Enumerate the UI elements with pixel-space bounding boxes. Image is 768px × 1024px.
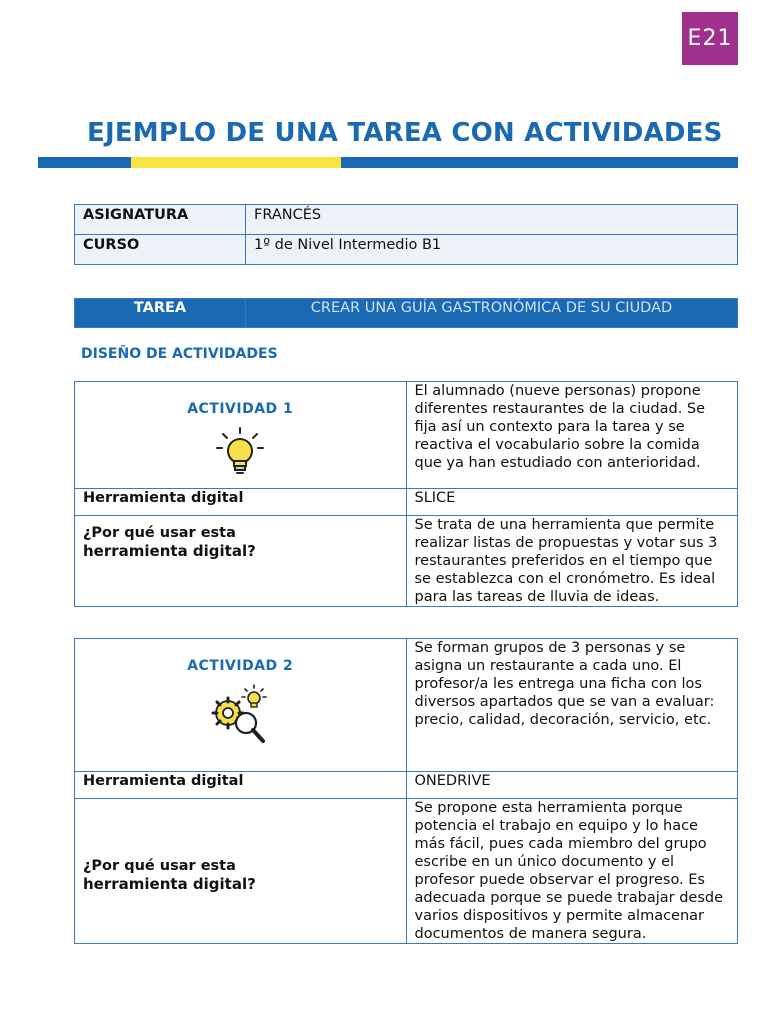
activity-2-description-row [75, 639, 738, 772]
activity-1-why-label [75, 516, 407, 607]
title-divider-bar [38, 157, 738, 168]
activity-2-title: ACTIVIDAD 2 [187, 658, 294, 674]
activity-1-description-row [75, 382, 738, 489]
activity-1-why-label-line2: herramienta digital? [83, 542, 256, 560]
activity-2-header-cell [75, 639, 407, 772]
tarea-value: CREAR UNA GUÍA GASTRONÓMICA DE SU CIUDAD [246, 299, 738, 328]
activity-2-why-text: Se propone esta herramienta porque potencia el trabajo en equipo y lo hace más fácil, pues cada miembro del grupo escribe en un único documento y el profesor puede observar el progreso. Es adecuada porque se puede trabajar desde varios dispositivos y permite almacenar documentos de manera segura. [406, 799, 738, 944]
activity-2-tool-value: ONEDRIVE [406, 772, 738, 799]
e21-logo: E21 [682, 12, 738, 65]
gears-magnifier-icon [208, 683, 272, 749]
activity-2-why-label [75, 799, 407, 944]
page-title: EJEMPLO DE UNA TAREA CON ACTIVIDADES [87, 118, 723, 148]
activity-1-tool-row [75, 489, 738, 516]
activity-2-description: Se forman grupos de 3 personas y se asigna un restaurante a cada uno. El profesor/a les entrega una ficha con los diversos apartados que se van a evaluar: precio, calidad, decoración, servicio, etc. [406, 639, 738, 772]
asignatura-row [75, 205, 738, 235]
activity-1-title: ACTIVIDAD 1 [187, 401, 294, 417]
section-title: DISEÑO DE ACTIVIDADES [81, 346, 278, 362]
subject-info-table [74, 204, 738, 265]
activity-2-why-label-line2: herramienta digital? [83, 874, 256, 893]
activity-1-tool-label: Herramienta digital [75, 489, 407, 516]
asignatura-value: FRANCÉS [246, 205, 738, 235]
activity-2-why-label-line1: ¿Por qué usar esta [83, 857, 236, 874]
curso-row [75, 235, 738, 265]
activity-2-tool-label: Herramienta digital [75, 772, 407, 799]
activity-2-tool-row [75, 772, 738, 799]
curso-label: CURSO [75, 235, 246, 265]
asignatura-label: ASIGNATURA [75, 205, 246, 235]
activity-1-header-cell [75, 382, 407, 489]
activity-1-table [74, 381, 738, 607]
activity-2-why-row [75, 799, 738, 944]
activity-1-why-row [75, 516, 738, 607]
activity-1-tool-value: SLICE [406, 489, 738, 516]
activity-2-table [74, 638, 738, 944]
curso-value: 1º de Nivel Intermedio B1 [246, 235, 738, 265]
tarea-label: TAREA [75, 299, 246, 328]
activity-1-why-label-line1: ¿Por qué usar esta [83, 525, 236, 541]
activity-1-why-text: Se trata de una herramienta que permite realizar listas de propuestas y votar sus 3 restaurantes preferidos en el tiempo que se establezca con el cronómetro. Es ideal para las tareas de lluvia de ideas. [406, 516, 738, 607]
tarea-table [74, 298, 738, 328]
activity-1-description: El alumnado (nueve personas) propone diferentes restaurantes de la ciudad. Se fija así un contexto para la tarea y se reactiva el vocabulario sobre la comida que ya han estudiado con anterioridad. [406, 382, 738, 489]
lightbulb-icon [215, 426, 265, 478]
